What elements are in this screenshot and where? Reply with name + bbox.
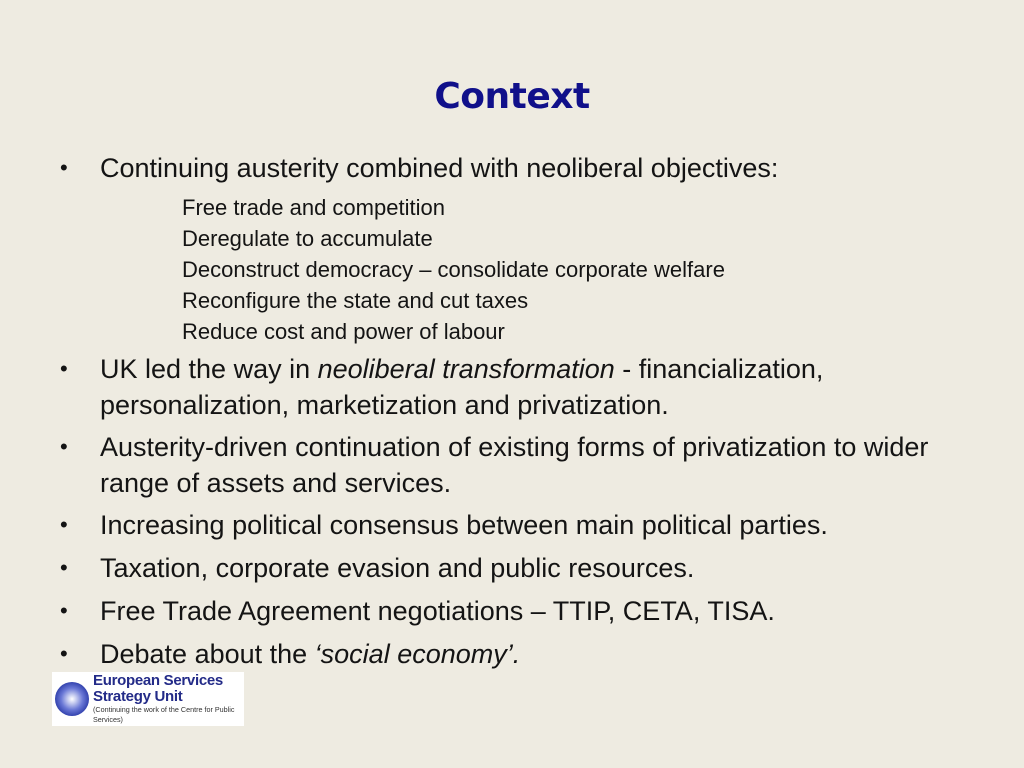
bullet-item xyxy=(60,550,960,586)
bullet-dot: • xyxy=(60,434,68,459)
bullet-text: Continuing austerity combined with neoliberal objectives: xyxy=(100,153,779,183)
bullet-item xyxy=(60,429,960,501)
globe-logo-icon xyxy=(55,682,89,716)
bullet-dot: • xyxy=(60,641,68,666)
bullet-dot: • xyxy=(60,555,68,580)
bullet-dot: • xyxy=(60,356,68,381)
bullet-text: UK led the way in xyxy=(100,354,318,384)
bullet-dot: • xyxy=(60,598,68,623)
bullet-text-italic: ‘social economy’. xyxy=(314,639,521,669)
bullet-dot: • xyxy=(60,155,68,180)
bullet-text: Taxation, corporate evasion and public resources. xyxy=(100,553,695,583)
sub-item: Free trade and competition xyxy=(182,195,445,220)
sub-item: Deconstruct democracy – consolidate corporate welfare xyxy=(182,257,725,282)
bullet-item xyxy=(60,150,960,347)
bullet-list xyxy=(60,150,960,672)
bullet-item xyxy=(60,636,960,672)
bullet-dot: • xyxy=(60,512,68,537)
logo-line-2: Strategy Unit xyxy=(93,688,183,705)
bullet-item xyxy=(60,507,960,543)
bullet-text: Austerity-driven continuation of existing forms of privatization to wider range of assets and services. xyxy=(100,432,929,498)
logo-text xyxy=(93,673,244,725)
logo-line-1: European Services xyxy=(93,672,223,689)
sub-item: Reconfigure the state and cut taxes xyxy=(182,288,529,313)
slide-title: Context xyxy=(434,76,590,117)
bullet-text: Free Trade Agreement negotiations – TTIP, CETA, TISA. xyxy=(100,596,775,626)
sub-item: Reduce cost and power of labour xyxy=(182,319,505,344)
sub-item: Deregulate to accumulate xyxy=(182,226,433,251)
bullet-text: Increasing political consensus between main political parties. xyxy=(100,510,828,540)
bullet-text-italic: neoliberal transformation xyxy=(317,354,615,384)
esssu-logo xyxy=(52,672,244,726)
bullet-text: - financialization, personalization, marketization and privatization. xyxy=(100,354,824,420)
logo-line-3: (Continuing the work of the Centre for Public Services) xyxy=(93,705,235,724)
sub-list xyxy=(100,192,960,347)
bullet-item xyxy=(60,351,960,423)
bullet-text: Debate about the xyxy=(100,639,315,669)
bullet-item xyxy=(60,593,960,629)
